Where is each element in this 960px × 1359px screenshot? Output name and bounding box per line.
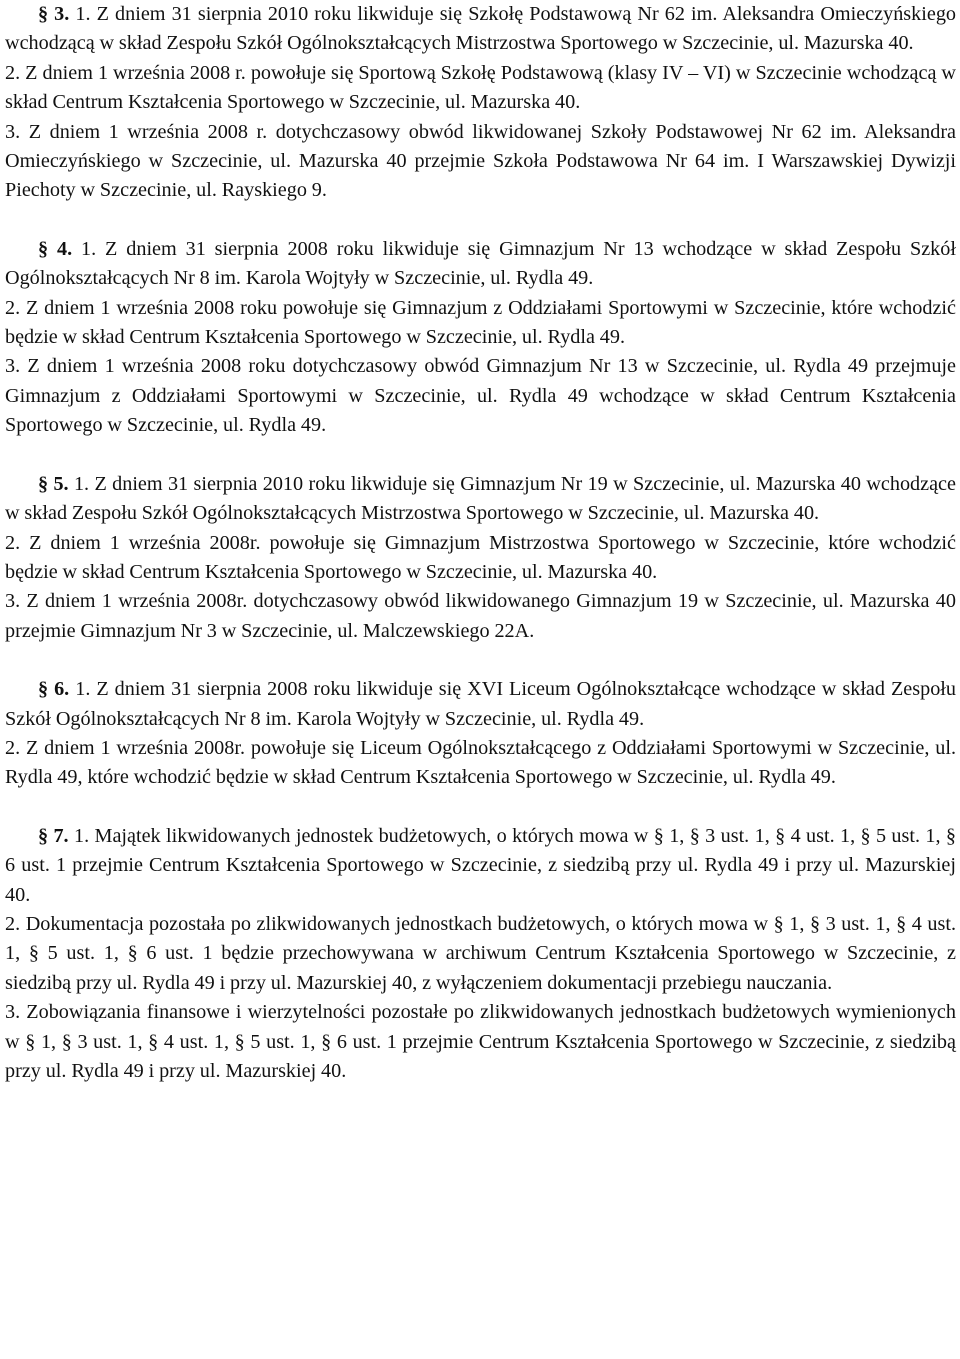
- section-3: [5, 0, 956, 206]
- section-5: [5, 470, 956, 646]
- section-paragraph: [5, 0, 956, 59]
- paragraph-text: 1. Z dniem 31 sierpnia 2008 roku likwiduje się XVI Liceum Ogólnokształcące wchodzące w skład Zespołu Szkół Ogólnokształcących Nr 8 im. Karola Wojtyły w Szczecinie, ul. Rydla 49.: [5, 678, 957, 730]
- section-paragraph: 2. Z dniem 1 września 2008 roku powołuje się Gimnazjum z Oddziałami Sportowymi w Szczecinie, które wchodzić będzie w skład Centrum Kształcenia Sportowego w Szczecinie, ul. Rydla 49.: [5, 296, 956, 349]
- paragraph-text: 1. Z dniem 31 sierpnia 2008 roku likwiduje się Gimnazjum Nr 13 wchodzące w skład Zespołu Szkół Ogólnokształcących Nr 8 im. Karola Wojtyły w Szczecinie, ul. Rydla 49.: [5, 237, 956, 290]
- section-paragraph: 2. Dokumentacja pozostała po zlikwidowanych jednostkach budżetowych, o których mowa w § 1, § 3 ust. 1, § 4 ust. 1, § 5 ust. 1, § 6 ust. 1 będzie przechowywana w archiwum Centrum Kształcenia Sportowego w Szczecinie, z siedzibą przy ul. Rydla 49 i przy ul. Mazurskiej 40, z wyłączeniem dokumentacji przebiegu nauczania.: [5, 912, 956, 994]
- paragraph-text: 1. Majątek likwidowanych jednostek budżetowych, o których mowa w § 1, § 3 ust. 1, § 4 ust. 1, § 5 ust. 1, § 6 ust. 1 przejmie Centrum Kształcenia Sportowego w Szczecinie, z siedzibą przy ul. Rydla 49 i przy ul. Mazurskiej 40.: [5, 824, 956, 906]
- section-paragraph: 3. Z dniem 1 września 2008r. dotychczasowy obwód likwidowanego Gimnazjum 19 w Szczecinie, ul. Mazurska 40 przejmie Gimnazjum Nr 3 w Szczecinie, ul. Malczewskiego 22A.: [5, 590, 956, 642]
- section-paragraph: 3. Z dniem 1 września 2008 roku dotychczasowy obwód Gimnazjum Nr 13 w Szczecinie, ul. Rydla 49 przejmuje Gimnazjum z Oddziałami Sportowymi w Szczecinie, ul. Rydla 49 wchodzące w skład Centrum Kształcenia Sportowego w Szczecinie, ul. Rydla 49.: [5, 355, 956, 437]
- section-paragraph: 3. Z dniem 1 września 2008 r. dotychczasowy obwód likwidowanej Szkoły Podstawowej Nr 62 im. Aleksandra Omieczyńskiego w Szczecinie, ul. Mazurska 40 przejmie Szkoła Podstawowa Nr 64 im. I Warszawskiej Dywizji Piechoty w Szczecinie, ul. Rayskiego 9.: [5, 120, 956, 202]
- section-paragraph: 2. Z dniem 1 września 2008r. powołuje się Gimnazjum Mistrzostwa Sportowego w Szczecinie, które wchodzić będzie w skład Centrum Kształcenia Sportowego w Szczecinie, ul. Mazurska 40.: [5, 531, 956, 583]
- paragraph-text: 1. Z dniem 31 sierpnia 2010 roku likwiduje się Szkołę Podstawową Nr 62 im. Aleksandra Omieczyńskiego wchodzącą w skład Zespołu Szkół Ogólnokształcących Mistrzostwa Sportowego w Szczecinie, ul. Mazurska 40.: [5, 3, 957, 55]
- section-mark: § 6.: [38, 678, 70, 701]
- section-6: [5, 675, 956, 793]
- section-paragraph: [5, 675, 956, 734]
- paragraph-text: 1. Z dniem 31 sierpnia 2010 roku likwiduje się Gimnazjum Nr 19 w Szczecinie, ul. Mazurska 40 wchodzące w skład Zespołu Szkół Ogólnokształcących Mistrzostwa Sportowego w Szczecinie, ul. Mazurska 40.: [5, 472, 956, 525]
- section-paragraph: [5, 822, 956, 910]
- section-mark: § 7.: [38, 824, 69, 847]
- section-paragraph: 3. Zobowiązania finansowe i wierzytelności pozostałe po zlikwidowanych jednostkach budżetowych wymienionych w § 1, § 3 ust. 1, § 4 ust. 1, § 5 ust. 1, § 6 ust. 1 przejmie Centrum Kształcenia Sportowego w Szczecinie, z siedzibą przy ul. Rydla 49 i przy ul. Mazurskiej 40.: [5, 1001, 956, 1082]
- section-7: [5, 822, 956, 1087]
- section-mark: § 4.: [38, 237, 73, 260]
- section-4: [5, 235, 956, 441]
- section-paragraph: 2. Z dniem 1 września 2008r. powołuje się Liceum Ogólnokształcącego z Oddziałami Sportowymi w Szczecinie, ul. Rydla 49, które wchodzić będzie w skład Centrum Kształcenia Sportowego w Szczecinie, ul. Rydla 49.: [5, 736, 956, 789]
- section-mark: § 5.: [38, 472, 69, 495]
- section-paragraph: [5, 470, 956, 529]
- section-paragraph: [5, 235, 956, 294]
- section-mark: § 3.: [38, 3, 70, 25]
- section-paragraph: 2. Z dniem 1 września 2008 r. powołuje się Sportową Szkołę Podstawową (klasy IV – VI) w Szczecinie wchodzącą w skład Centrum Kształcenia Sportowego w Szczecinie, ul. Mazurska 40.: [5, 61, 956, 114]
